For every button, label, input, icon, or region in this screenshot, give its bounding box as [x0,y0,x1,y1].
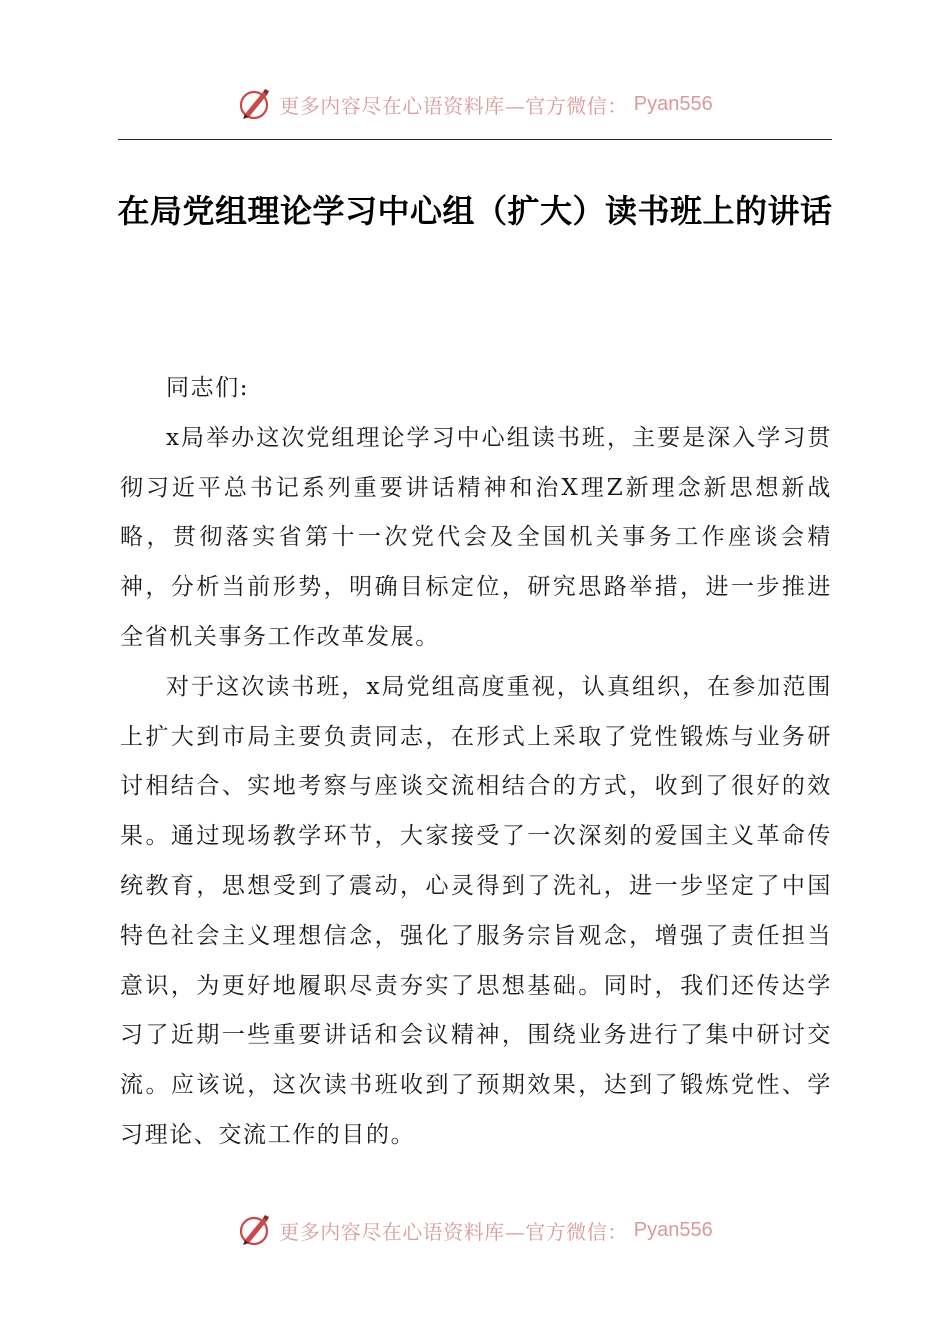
banner-text: 更多内容尽在心语资料库—官方微信： [279,93,628,118]
pen-logo-icon [237,86,273,122]
header-banner [0,84,950,124]
salutation: 同志们: [166,375,250,401]
footer-banner [0,1210,950,1250]
banner-text: 更多内容尽在心语资料库—官方微信： [279,1219,628,1244]
body-paragraph: 对于这次读书班，x局党组高度重视，认真组织，在参加范围上扩大到市局主要负责同志，在形式上采取了党性锻炼与业务研讨相结合、实地考察与座谈交流相结合的方式，收到了很好的效果。通过现场教学环节，大家接受了一次深刻的爱国主义革命传统教育，思想受到了震动，心灵得到了洗礼，进一步坚定了中国特色社会主义理想信念，强化了服务宗旨观念，增强了责任担当意识，为更好地履职尽责夯实了思想基础。同时，我们还传达学习了近期一些重要讲话和会议精神，围绕业务进行了集中研讨交流。应该说，这次读书班收到了预期效果，达到了锻炼党性、学习理论、交流工作的目的。 [120,673,832,1148]
banner-wechat-id: Pyan556 [633,1218,713,1241]
pen-logo-icon [237,1212,273,1248]
document-body [120,364,832,1161]
body-paragraph: x局举办这次党组理论学习中心组读书班，主要是深入学习贯彻习近平总书记系列重要讲话精神和治X理Z新理念新思想新战略，贯彻落实省第十一次党代会及全国机关事务工作座谈会精神，分析当前形势，明确目标定位，研究思路举措，进一步推进全省机关事务工作改革发展。 [120,424,832,650]
banner-wechat-id: Pyan556 [633,92,713,115]
document-title: 在局党组理论学习中心组（扩大）读书班上的讲话 [117,192,833,230]
header-divider [118,139,832,140]
